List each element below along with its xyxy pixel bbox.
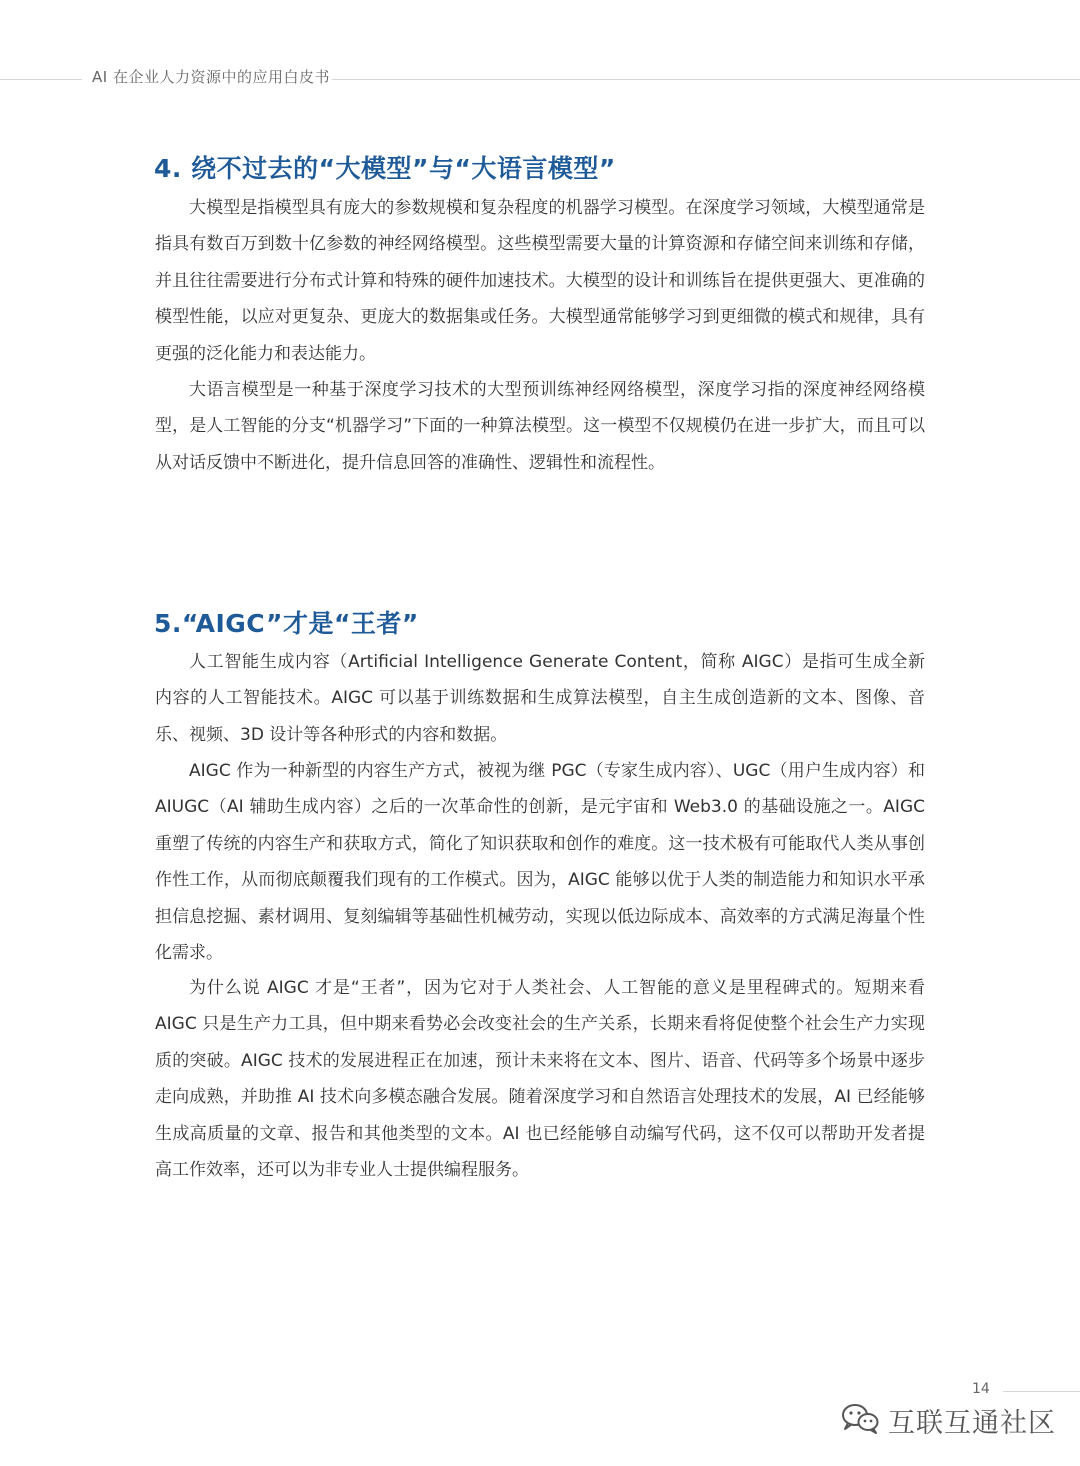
paragraph-aigc-production-mode: AIGC 作为一种新型的内容生产方式，被视为继 PGC（专家生成内容）、UGC（用户生成内容）和 AIUGC（AI 辅助生成内容）之后的一次革命性的创新，是元宇宙和 Web3.0 的基础设施之一。AIGC 重塑了传统的内容生产和获取方式，简化了知识获取和创作的难度。这一技术极有可能取代人类从事创作性工作，从而彻底颠覆我们现有的工作模式。因为，AIGC 能够以优于人类的制造能力和知识水平承担信息挖掘、素材调用、复刻编辑等基础性机械劳动，实现以低边际成本、高效率的方式满足海量个性化需求。 [155,761,925,964]
page-number: 14 [972,1381,990,1397]
paragraph-aigc-definition: 人工智能生成内容（Artificial Intelligence Generate Content，简称 AIGC）是指可生成全新内容的人工智能技术。AIGC 可以基于训练数据和生成算法模型，自主生成创造新的文本、图像、音乐、视频、3D 设计等各种形式的内容和数据。 [155,652,925,745]
footer-rule [1003,1391,1080,1392]
paragraph-large-model-definition: 大模型是指模型具有庞大的参数规模和复杂程度的机器学习模型。在深度学习领域，大模型通常是指具有数百万到数十亿参数的神经网络模型。这些模型需要大量的计算资源和存储空间来训练和存储，并且往往需要进行分布式计算和特殊的硬件加速技术。大模型的设计和训练旨在提供更强大、更准确的模型性能，以应对更复杂、更庞大的数据集或任务。大模型通常能够学习到更细微的模式和规律，具有更强的泛化能力和表达能力。 [155,198,925,364]
document-title: AI 在企业人力资源中的应用白皮书 [92,68,330,86]
section-heading-large-models: 4. 绕不过去的“大模型”与“大语言模型” [154,154,616,183]
wechat-icon [840,1401,880,1439]
watermark-text: 互联互通社区 [888,1407,1056,1439]
header-rule-right [332,79,1080,80]
header-rule-left [0,79,82,80]
watermark [840,1400,1056,1440]
paragraph-llm-definition: 大语言模型是一种基于深度学习技术的大型预训练神经网络模型，深度学习指的深度神经网络模型，是人工智能的分支“机器学习”下面的一种算法模型。这一模型不仅规模仍在进一步扩大，而且可以从对话反馈中不断进化，提升信息回答的准确性、逻辑性和流程性。 [155,380,925,473]
paragraph-aigc-king: 为什么说 AIGC 才是“王者”，因为它对于人类社会、人工智能的意义是里程碑式的。短期来看 AIGC 只是生产力工具，但中期来看势必会改变社会的生产关系，长期来看将促使整个社会生产力实现质的突破。AIGC 技术的发展进程正在加速，预计未来将在文本、图片、语音、代码等多个场景中逐步走向成熟，并助推 AI 技术向多模态融合发展。随着深度学习和自然语言处理技术的发展，AI 已经能够生成高质量的文章、报告和其他类型的文本。AI 也已经能够自动编写代码，这不仅可以帮助开发者提高工作效率，还可以为非专业人士提供编程服务。 [155,978,925,1181]
section-heading-aigc: 5.“AIGC”才是“王者” [154,609,419,638]
